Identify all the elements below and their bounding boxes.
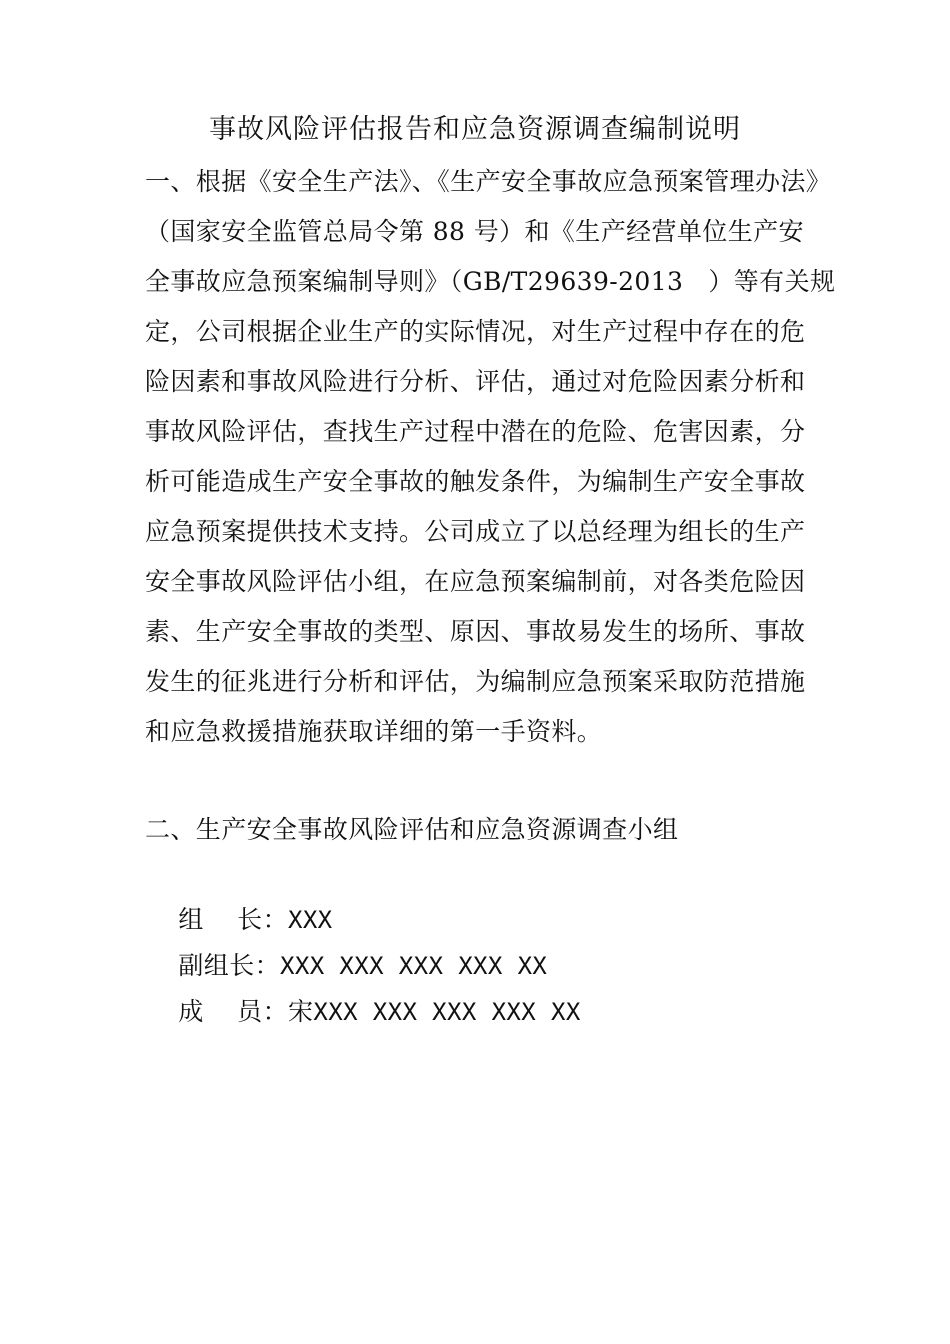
document-title: 事故风险评估报告和应急资源调查编制说明 [209, 114, 741, 145]
body-line-12: 和应急救援措施获取详细的第一手资料。 [145, 717, 603, 746]
members-row [145, 958, 581, 1066]
body-line-4: 定，公司根据企业生产的实际情况，对生产过程中存在的危 [145, 317, 806, 346]
leader-label: 组 长： [178, 905, 288, 934]
body-line-5: 险因素和事故风险进行分析、评估，通过对危险因素分析和 [145, 367, 806, 396]
body-line-8: 应急预案提供技术支持。公司成立了以总经理为组长的生产 [145, 517, 806, 546]
body-line-9: 安全事故风险评估小组，在应急预案编制前，对各类危险因 [145, 567, 806, 596]
members-label: 成 员： [178, 997, 288, 1026]
body-line-11: 发生的征兆进行分析和评估，为编制应急预案采取防范措施 [145, 667, 806, 696]
body-line-10: 素、生产安全事故的类型、原因、事故易发生的场所、事故 [145, 617, 806, 646]
body-line-1: 一、根据《安全生产法》、《生产安全事故应急预案管理办法》 [145, 167, 832, 196]
members-value: XXX XXX XXX XXX XX [313, 998, 581, 1026]
body-line-3: 全事故应急预案编制导则》（GB/T29639-2013 ）等有关规 [145, 267, 836, 296]
leader-value: XXX [287, 906, 333, 934]
body-line-7: 析可能造成生产安全事故的触发条件，为编制生产安全事故 [145, 467, 806, 496]
body-line-2: （国家安全监管总局令第 88 号）和《生产经营单位生产安 [145, 217, 804, 246]
section-two-heading: 二、生产安全事故风险评估和应急资源调查小组 [145, 815, 679, 844]
deputy-leader-label: 副组长： [178, 951, 280, 980]
body-line-6: 事故风险评估，查找生产过程中潜在的危险、危害因素，分 [145, 417, 806, 446]
members-prefix: 宋 [287, 997, 314, 1026]
deputy-leader-value: XXX XXX XXX XXX XX [280, 952, 548, 980]
